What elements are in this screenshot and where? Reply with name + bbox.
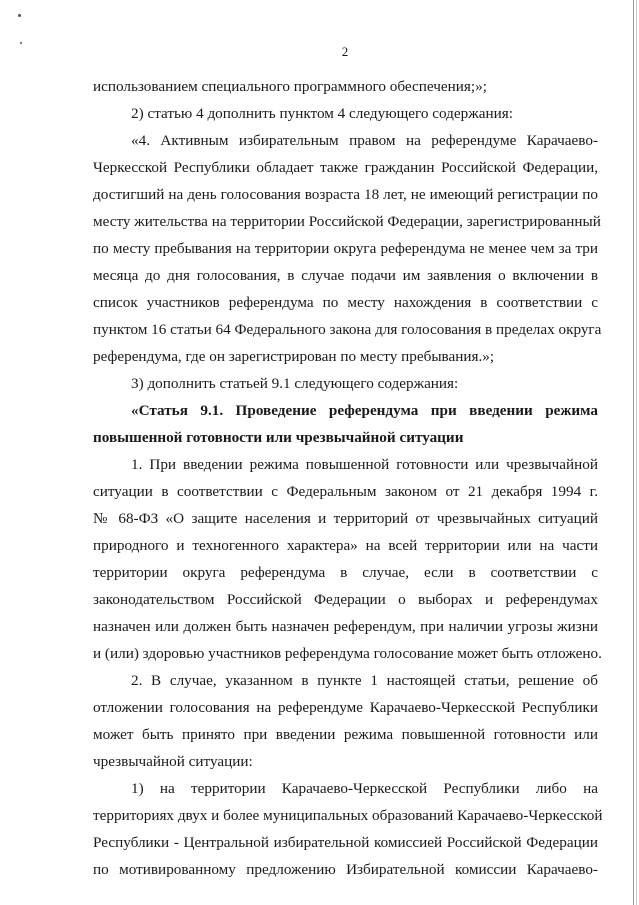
text-line: законодательством Российской Федерации о выборах и референдумах <box>93 591 598 608</box>
article-heading-line: «Статья 9.1. Проведение референдума при введении режима <box>131 402 598 419</box>
text-line: 3) дополнить статьей 9.1 следующего содержания: <box>131 375 459 392</box>
text-line: ситуации в соответствии с Федеральным законом от 21 декабря 1994 г. <box>93 483 598 500</box>
text-line: референдума, где он зарегистрирован по месту пребывания.»; <box>93 348 495 365</box>
text-line: № 68-ФЗ «О защите населения и территорий от чрезвычайных ситуаций <box>93 510 598 527</box>
scan-speck <box>18 14 21 17</box>
text-line: территории округа референдума в случае, если в соответствии с <box>93 564 598 581</box>
text-line: территориях двух и более муниципальных образований Карачаево-Черкесской <box>93 807 603 824</box>
text-line: 1. При введении режима повышенной готовности или чрезвычайной <box>131 456 598 473</box>
scan-edge-line <box>633 0 634 905</box>
text-line: список участников референдума по месту нахождения в соответствии с <box>93 294 598 311</box>
text-line: природного и техногенного характера» на всей территории или на части <box>93 537 598 554</box>
text-line: пунктом 16 статьи 64 Федерального закона для голосования в пределах округа <box>93 321 602 338</box>
text-line: достигший на день голосования возраста 18 лет, не имеющий регистрации по <box>93 186 598 203</box>
page-number: 2 <box>341 44 349 59</box>
text-line: Республики - Центральной избирательной комиссией Российской Федерации <box>93 834 598 851</box>
text-line: 2) статью 4 дополнить пунктом 4 следующего содержания: <box>131 105 513 122</box>
scan-edge-line-faint <box>636 0 637 905</box>
text-line: может быть принято при введении режима повышенной готовности или <box>93 726 598 743</box>
text-line: 1) на территории Карачаево-Черкесской Республики либо на <box>131 780 598 797</box>
text-line: использованием специального программного обеспечения;»; <box>93 78 487 95</box>
text-line: чрезвычайной ситуации: <box>93 753 253 770</box>
text-line: «4. Активным избирательным правом на референдуме Карачаево- <box>131 132 598 149</box>
article-heading-line: повышенной готовности или чрезвычайной ситуации <box>93 429 464 446</box>
text-line: месту жительства на территории Российской Федерации, зарегистрированный <box>93 213 601 230</box>
text-line: отложении голосования на референдуме Карачаево-Черкесской Республики <box>93 699 598 716</box>
text-line: и (или) здоровью участников референдума голосование может быть отложено. <box>93 645 602 662</box>
text-line: по мотивированному предложению Избирательной комиссии Карачаево- <box>93 861 598 878</box>
text-line: по месту пребывания на территории округа референдума не менее чем за три <box>93 240 598 257</box>
text-line: назначен или должен быть назначен референдум, при наличии угрозы жизни <box>93 618 598 635</box>
text-line: 2. В случае, указанном в пункте 1 настоящей статьи, решение об <box>131 672 598 689</box>
text-line: месяца до дня голосования, в случае подачи им заявления о включении в <box>93 267 598 284</box>
text-line: Черкесской Республики обладает также гражданин Российской Федерации, <box>93 159 598 176</box>
